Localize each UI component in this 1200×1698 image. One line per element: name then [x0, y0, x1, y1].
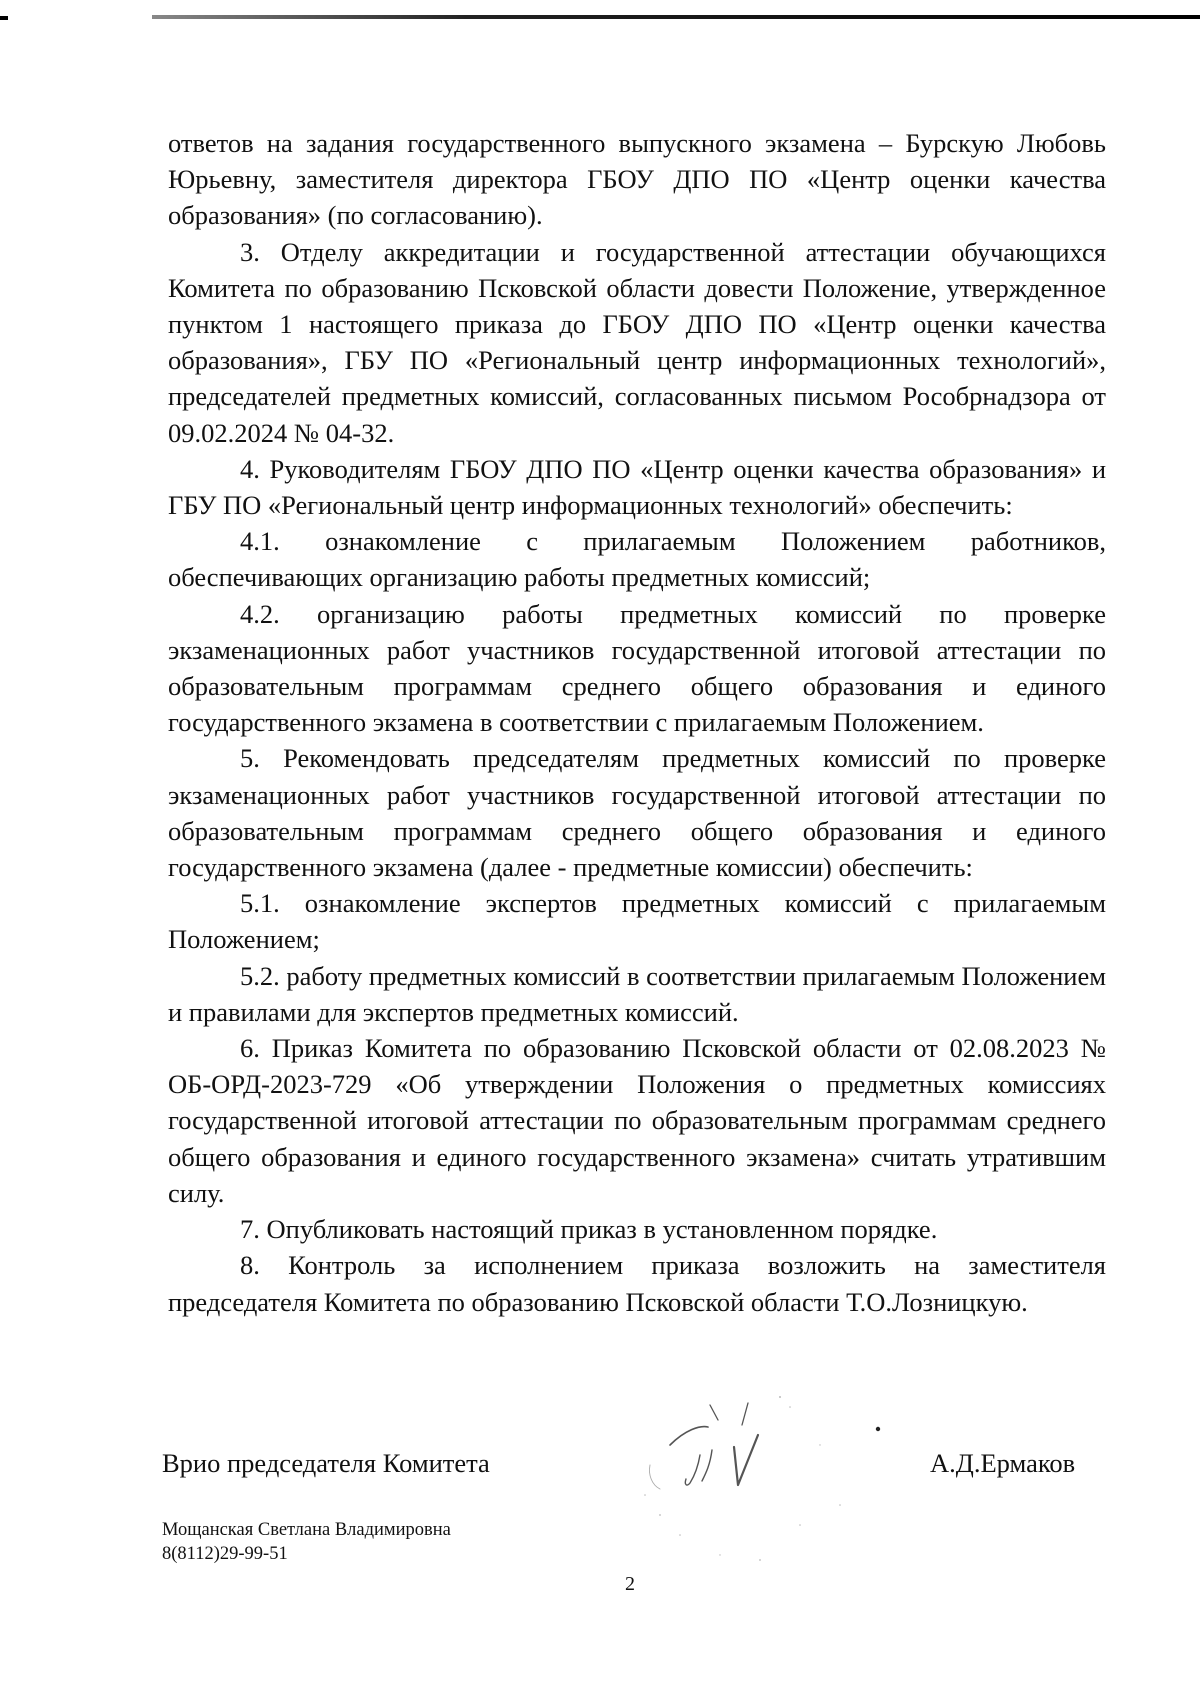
page-number: 2 [625, 1573, 635, 1595]
paragraph-item-4-1: 4.1. ознакомление с прилагаемым Положением работников, обеспечивающих организацию работы предметных комиссий; [168, 526, 1106, 593]
scan-top-border [152, 15, 1200, 19]
paragraph-item-6: 6. Приказ Комитета по образованию Псковской области от 02.08.2023 № ОБ-ОРД-2023-729 «Об утверждении Положения о предметных комиссиях государственной итоговой аттестации по образовательным программам среднего общего образования и единого государственного экзамена» считать утратившим силу. [168, 1033, 1106, 1208]
document-body [168, 125, 1106, 1320]
handwritten-signature [640, 1385, 890, 1575]
paragraph-item-4-2: 4.2. организацию работы предметных комиссий по проверке экзаменационных работ участников государственной итоговой аттестации по образовательным программам среднего общего образования и единого государственного экзамена в соответствии с прилагаемым Положением. [168, 598, 1106, 738]
paragraph-continuation: ответов на задания государственного выпускного экзамена – Бурскую Любовь Юрьевну, заместителя директора ГБОУ ДПО ПО «Центр оценки качества образования» (по согласованию). [168, 128, 1106, 231]
paragraph-item-5-1: 5.1. ознакомление экспертов предметных комиссий с прилагаемым Положением; [168, 888, 1106, 955]
paragraph-item-5: 5. Рекомендовать председателям предметных комиссий по проверке экзаменационных работ участников государственной итоговой аттестации по образовательным программам среднего общего образования и единого государственного экзамена (далее - предметные комиссии) обеспечить: [168, 743, 1106, 883]
executor-phone: 8(8112)29-99-51 [162, 1544, 288, 1564]
paragraph-item-7: 7. Опубликовать настоящий приказ в установленном порядке. [240, 1214, 938, 1245]
paragraph-item-4: 4. Руководителям ГБОУ ДПО ПО «Центр оценки качества образования» и ГБУ ПО «Региональный центр информационных технологий» обеспечить: [168, 453, 1106, 521]
signatory-name: А.Д.Ермаков [930, 1448, 1076, 1478]
scan-edge-mark [0, 16, 8, 20]
paragraph-item-5-2: 5.2. работу предметных комиссий в соответствии прилагаемым Положением и правилами для экспертов предметных комиссий. [168, 960, 1106, 1027]
executor-block [162, 1518, 451, 1566]
signatory-title: Врио председателя Комитета [162, 1448, 490, 1478]
paragraph-item-3: 3. Отделу аккредитации и государственной аттестации обучающихся Комитета по образованию Псковской области довести Положение, утвержденное пунктом 1 настоящего приказа до ГБОУ ДПО ПО «Центр оценки качества образования», ГБУ ПО «Региональный центр информационных технологий», председателей предметных комиссий, согласованных письмом Рособрнадзора от 09.02.2024 № 04-32. [168, 236, 1106, 448]
executor-name: Мощанская Светлана Владимировна [162, 1520, 451, 1540]
paragraph-item-8: 8. Контроль за исполнением приказа возложить на заместителя председателя Комитета по образованию Псковской области Т.О.Лозницкую. [168, 1250, 1106, 1317]
